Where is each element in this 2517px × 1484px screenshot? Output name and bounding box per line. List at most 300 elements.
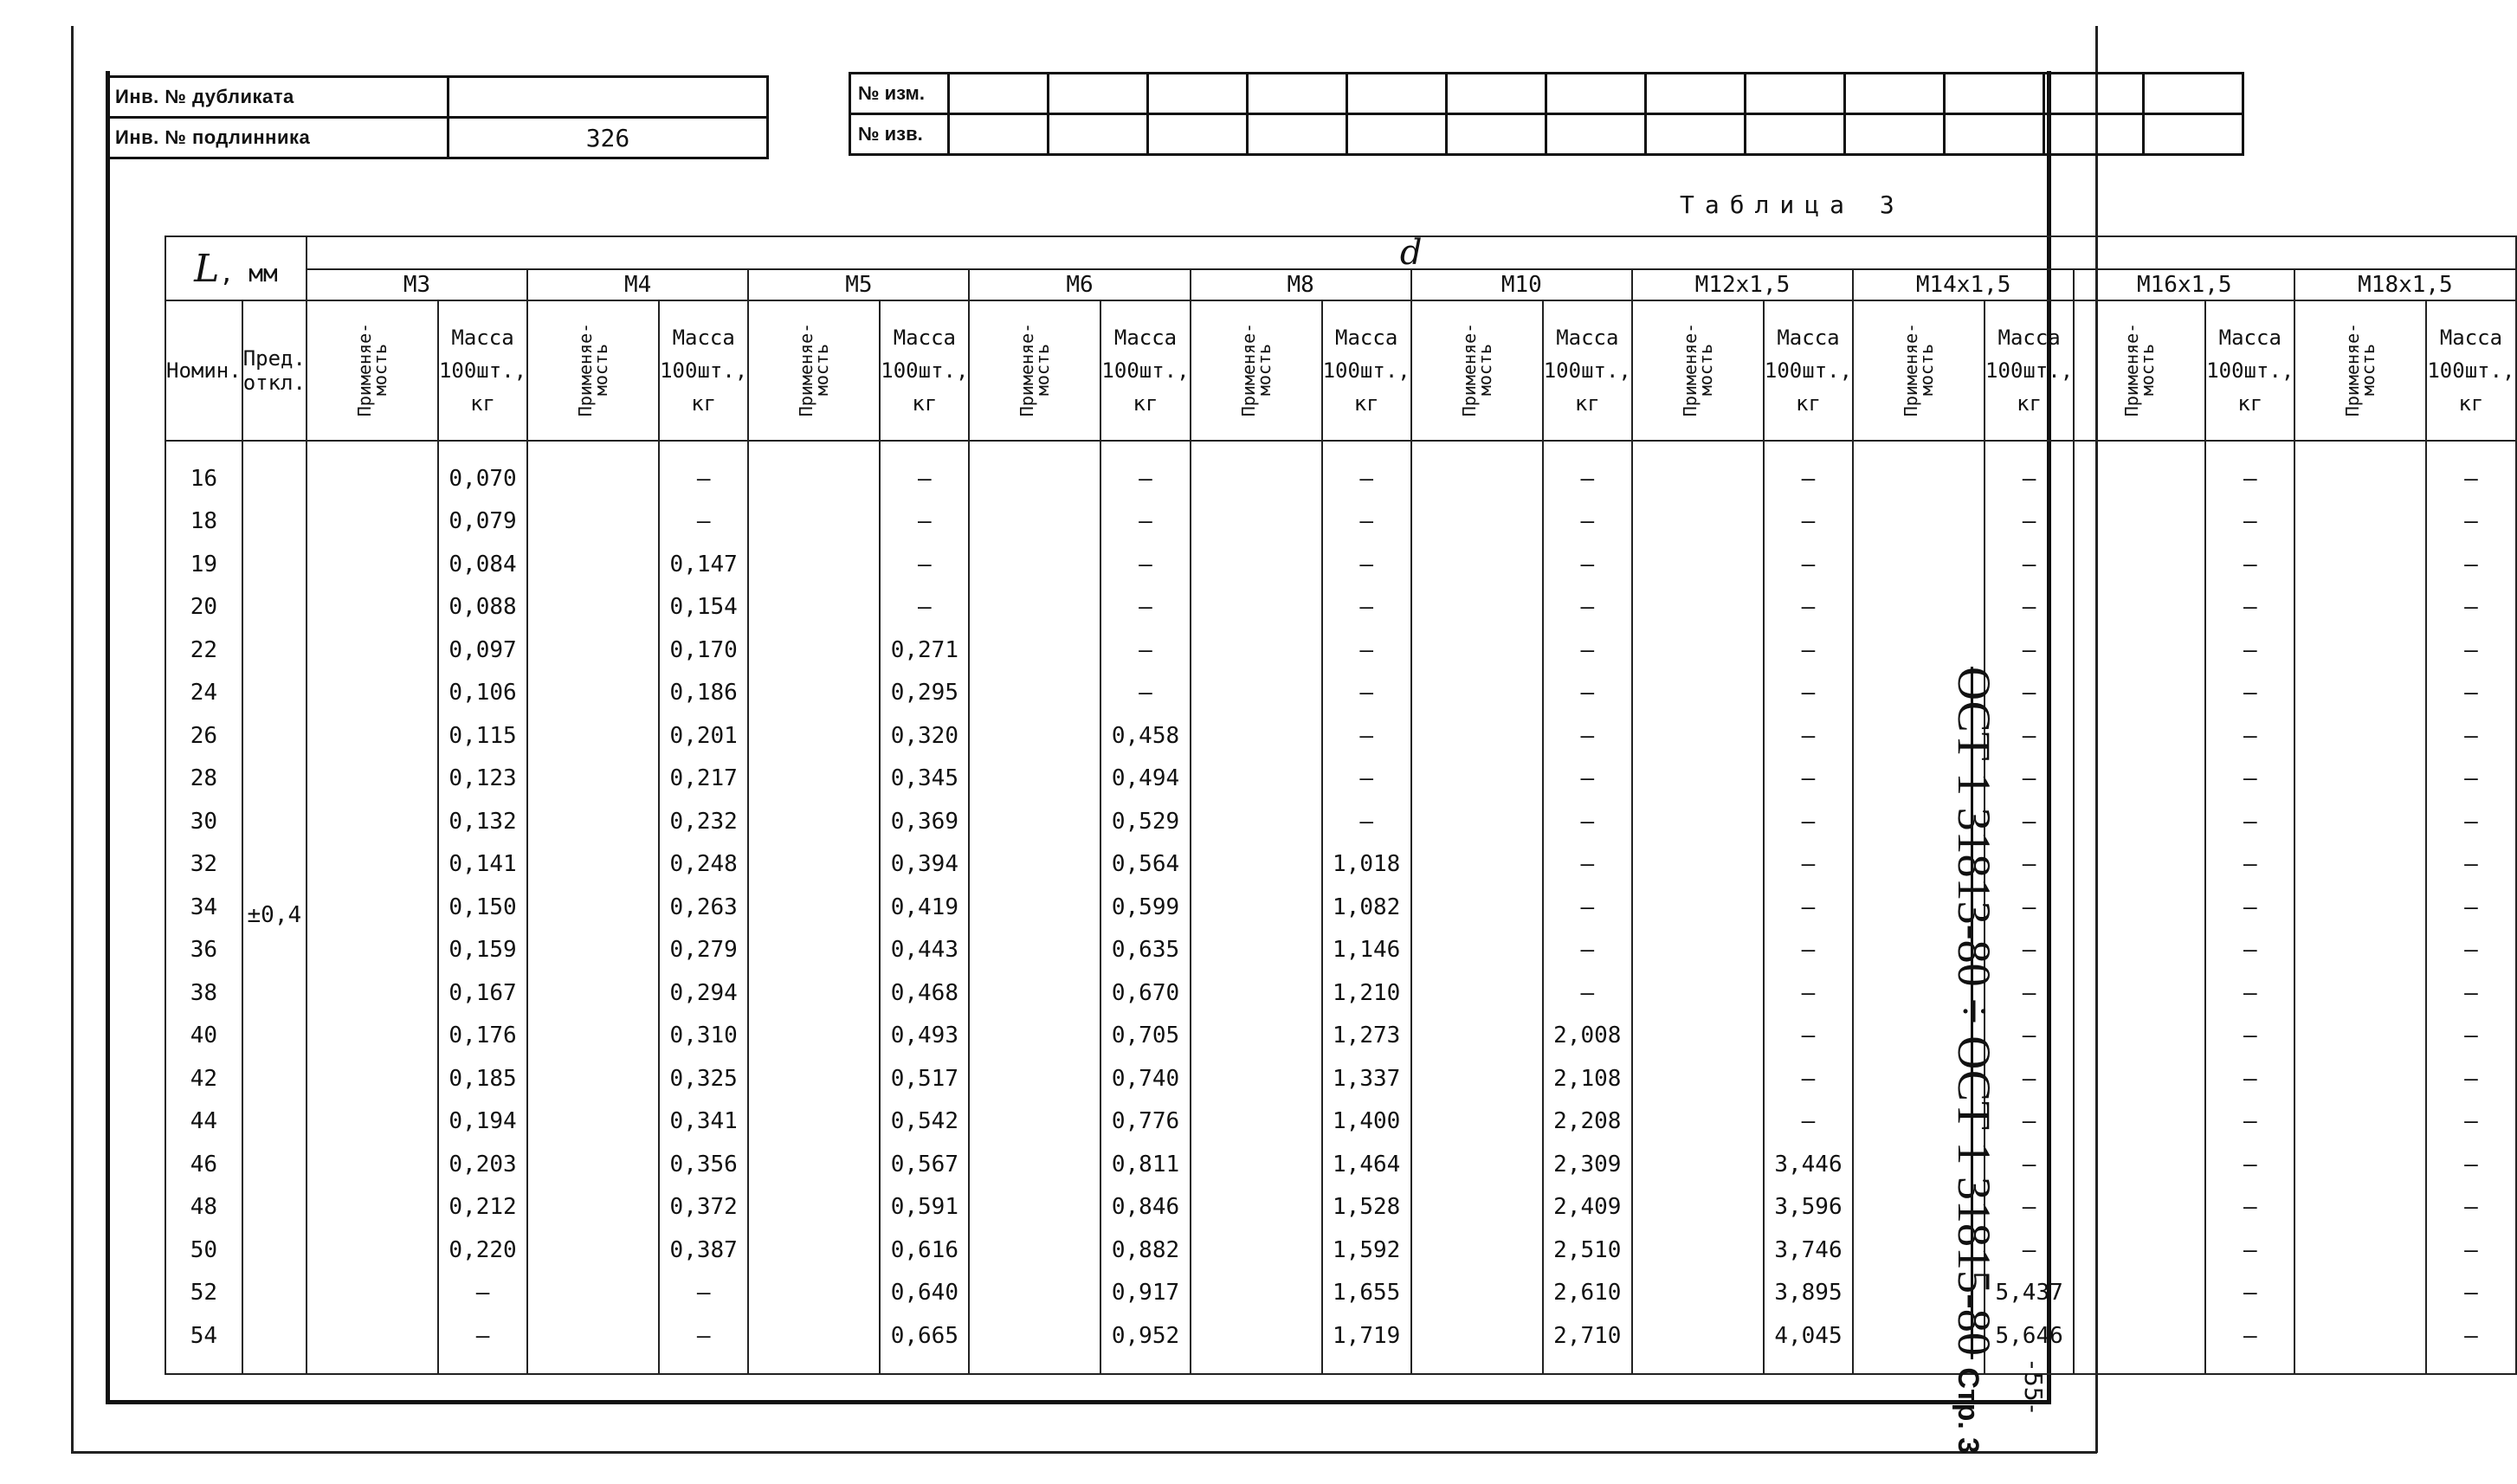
mass-cell: – xyxy=(1985,586,2074,629)
applicability-cell xyxy=(2074,886,2205,929)
applicability-cell xyxy=(1191,800,1322,843)
applicability-cell xyxy=(1411,971,1543,1015)
mass-cell: 3,895 xyxy=(1764,1272,1853,1315)
applicability-cell xyxy=(1632,543,1764,586)
mass-cell: – xyxy=(2205,1057,2294,1100)
applicability-cell xyxy=(2294,1186,2426,1229)
mass-cell: – xyxy=(2205,672,2294,715)
mass-cell: – xyxy=(1322,714,1411,758)
mass-cell: 0,132 xyxy=(438,800,527,843)
mass-header xyxy=(2205,300,2294,441)
applicability-cell xyxy=(748,1057,880,1100)
applicability-cell xyxy=(2074,586,2205,629)
mass-cell: 0,443 xyxy=(880,929,969,972)
change-number-label: № изм. xyxy=(850,74,949,114)
table-row xyxy=(165,672,2516,715)
mass-cell: – xyxy=(1764,1057,1853,1100)
mass-cell: – xyxy=(659,441,748,500)
length-header xyxy=(165,236,307,300)
mass-cell: 0,372 xyxy=(659,1186,748,1229)
applicability-cell xyxy=(969,1272,1100,1315)
applicability-cell xyxy=(1191,672,1322,715)
mass-cell: – xyxy=(1985,629,2074,672)
mass-qty-label: 100шт., xyxy=(2206,358,2294,383)
mass-cell: – xyxy=(1985,1186,2074,1229)
applicability-cell xyxy=(748,629,880,672)
applicability-cell xyxy=(527,714,659,758)
mass-cell: 0,154 xyxy=(659,586,748,629)
mass-cell: 1,528 xyxy=(1322,1186,1411,1229)
mass-qty-label: 100шт., xyxy=(2427,358,2515,383)
applicability-cell xyxy=(2294,543,2426,586)
applicability-cell xyxy=(1632,758,1764,801)
table-row xyxy=(165,843,2516,887)
mass-cell: – xyxy=(2426,1272,2515,1315)
applicability-cell xyxy=(307,441,438,500)
applicability-cell xyxy=(2074,800,2205,843)
nominal-length-cell: 26 xyxy=(165,714,242,758)
mass-cell: – xyxy=(1985,1057,2074,1100)
original-inventory-value: 326 xyxy=(449,118,768,158)
mass-cell: 0,670 xyxy=(1100,971,1190,1015)
applicability-cell xyxy=(2294,672,2426,715)
applicability-cell xyxy=(969,1143,1100,1186)
mass-cell: 0,640 xyxy=(880,1272,969,1315)
table-row xyxy=(165,1229,2516,1272)
applicability-cell xyxy=(1632,1272,1764,1315)
applicability-cell xyxy=(748,714,880,758)
applicability-cell xyxy=(307,1229,438,1272)
mass-qty-label: 100шт., xyxy=(1764,358,1853,383)
mass-cell: 2,208 xyxy=(1543,1100,1632,1144)
mass-cell: 0,176 xyxy=(438,1015,527,1058)
mass-cell: – xyxy=(2205,1143,2294,1186)
mass-cell: – xyxy=(880,543,969,586)
mass-cell: 0,740 xyxy=(1100,1057,1190,1100)
mass-cell: 0,846 xyxy=(1100,1186,1190,1229)
applicability-cell xyxy=(748,1015,880,1058)
thread-size-header: М10 xyxy=(1411,269,1632,300)
mass-cell: 1,400 xyxy=(1322,1100,1411,1144)
mass-cell: – xyxy=(1543,929,1632,972)
nominal-length-cell: 19 xyxy=(165,543,242,586)
mass-cell: – xyxy=(1985,800,2074,843)
mass-cell: 0,542 xyxy=(880,1100,969,1144)
applicability-cell xyxy=(748,886,880,929)
applicability-cell xyxy=(307,543,438,586)
mass-cell: 2,610 xyxy=(1543,1272,1632,1315)
mass-cell: – xyxy=(2426,1186,2515,1229)
applicability-cell xyxy=(307,1143,438,1186)
applicability-cell xyxy=(748,758,880,801)
nominal-length-cell: 24 xyxy=(165,672,242,715)
mass-cell: – xyxy=(1985,500,2074,544)
sheet-number: Стр. 3 xyxy=(1952,1367,1985,1455)
applicability-cell xyxy=(1191,843,1322,887)
mass-cell: 2,710 xyxy=(1543,1314,1632,1374)
applicability-cell xyxy=(1191,1314,1322,1374)
mass-cell: – xyxy=(1985,886,2074,929)
mass-cell: – xyxy=(2426,758,2515,801)
applicability-header xyxy=(1411,300,1543,441)
page-left-rule xyxy=(71,26,74,1453)
mass-cell: 0,591 xyxy=(880,1186,969,1229)
mass-cell: 0,106 xyxy=(438,672,527,715)
applicability-cell xyxy=(2294,441,2426,500)
mass-cell: 1,655 xyxy=(1322,1272,1411,1315)
thread-size-header: М6 xyxy=(969,269,1190,300)
mass-cell: – xyxy=(2205,843,2294,887)
mass-cell: – xyxy=(2426,714,2515,758)
applicability-cell xyxy=(2294,1229,2426,1272)
applicability-cell xyxy=(307,586,438,629)
applicability-cell xyxy=(2074,1015,2205,1058)
applicability-cell xyxy=(1191,886,1322,929)
applicability-cell xyxy=(1411,441,1543,500)
document-designation xyxy=(1948,667,2004,1455)
mass-header xyxy=(1985,300,2074,441)
mass-cell: – xyxy=(2426,543,2515,586)
mass-label: Масса xyxy=(672,326,735,350)
mass-cell: 0,279 xyxy=(659,929,748,972)
applicability-cell xyxy=(2294,843,2426,887)
applicability-cell xyxy=(527,1015,659,1058)
mass-cell: – xyxy=(1543,586,1632,629)
applicability-cell xyxy=(969,500,1100,544)
applicability-cell xyxy=(1853,441,1985,500)
applicability-cell xyxy=(748,1186,880,1229)
mass-cell: – xyxy=(1543,758,1632,801)
mass-cell: – xyxy=(659,1314,748,1374)
mass-cell: – xyxy=(1322,500,1411,544)
applicability-cell xyxy=(1191,1186,1322,1229)
applicability-cell xyxy=(2074,441,2205,500)
mass-unit-label: кг xyxy=(2017,391,2043,416)
mass-cell: 0,616 xyxy=(880,1229,969,1272)
applicability-cell xyxy=(2074,758,2205,801)
nominal-length-cell: 52 xyxy=(165,1272,242,1315)
mass-cell: – xyxy=(1322,441,1411,500)
applicability-cell xyxy=(748,586,880,629)
mass-cell: 0,097 xyxy=(438,629,527,672)
nominal-length-cell: 32 xyxy=(165,843,242,887)
mass-cell: – xyxy=(1985,1100,2074,1144)
mass-label: Масса xyxy=(451,326,514,350)
mass-cell: – xyxy=(438,1314,527,1374)
nominal-length-cell: 28 xyxy=(165,758,242,801)
applicability-cell xyxy=(2074,1057,2205,1100)
table-row xyxy=(165,929,2516,972)
mass-cell: 0,141 xyxy=(438,843,527,887)
mass-cell: 2,409 xyxy=(1543,1186,1632,1229)
revision-cell xyxy=(2044,114,2144,155)
table-row xyxy=(165,500,2516,544)
applicability-cell xyxy=(527,586,659,629)
mass-cell: 0,705 xyxy=(1100,1015,1190,1058)
mass-cell: 0,494 xyxy=(1100,758,1190,801)
mass-cell: – xyxy=(1985,1229,2074,1272)
mass-cell: – xyxy=(1543,714,1632,758)
applicability-cell xyxy=(1632,1229,1764,1272)
applicability-cell xyxy=(748,672,880,715)
applicability-cell xyxy=(969,800,1100,843)
applicability-cell xyxy=(1411,1314,1543,1374)
mass-cell: 0,201 xyxy=(659,714,748,758)
applicability-cell xyxy=(307,758,438,801)
applicability-cell xyxy=(527,1100,659,1144)
mass-cell: – xyxy=(2205,758,2294,801)
mass-cell: – xyxy=(2205,586,2294,629)
applicability-cell xyxy=(748,1314,880,1374)
mass-cell: 0,635 xyxy=(1100,929,1190,972)
mass-label: Масса xyxy=(1997,326,2061,350)
applicability-cell xyxy=(2074,1100,2205,1144)
mass-cell: – xyxy=(1764,971,1853,1015)
mass-cell: 0,310 xyxy=(659,1015,748,1058)
applicability-cell xyxy=(748,929,880,972)
mass-cell: – xyxy=(1543,843,1632,887)
mass-cell: – xyxy=(1543,441,1632,500)
mass-cell: – xyxy=(1764,629,1853,672)
mass-cell: 4,045 xyxy=(1764,1314,1853,1374)
mass-cell: 0,776 xyxy=(1100,1100,1190,1144)
table-row xyxy=(165,886,2516,929)
mass-cell: – xyxy=(1764,886,1853,929)
table-row xyxy=(165,629,2516,672)
mass-cell: 1,337 xyxy=(1322,1057,1411,1100)
mass-cell: 0,341 xyxy=(659,1100,748,1144)
applicability-cell xyxy=(1632,441,1764,500)
applicability-cell xyxy=(2294,800,2426,843)
mass-cell: 3,596 xyxy=(1764,1186,1853,1229)
applicability-cell xyxy=(2074,672,2205,715)
mass-cell: – xyxy=(1100,629,1190,672)
mass-cell: 0,493 xyxy=(880,1015,969,1058)
mass-cell: – xyxy=(2205,543,2294,586)
applicability-cell xyxy=(2074,714,2205,758)
applicability-cell xyxy=(307,843,438,887)
mass-cell: – xyxy=(1100,543,1190,586)
applicability-cell xyxy=(1411,800,1543,843)
revision-cell xyxy=(2144,74,2243,114)
applicability-cell xyxy=(2074,500,2205,544)
tolerance-cell: ±0,4 xyxy=(242,441,307,1374)
applicability-cell xyxy=(1632,929,1764,972)
length-symbol: L xyxy=(194,246,220,291)
mass-cell: 0,115 xyxy=(438,714,527,758)
mass-cell: 5,437 xyxy=(1985,1272,2074,1315)
mass-cell: 0,220 xyxy=(438,1229,527,1272)
table-row xyxy=(165,758,2516,801)
length-unit: , мм xyxy=(219,258,278,287)
mass-unit-label: кг xyxy=(691,391,717,416)
applicability-cell xyxy=(307,672,438,715)
mass-cell: – xyxy=(1985,543,2074,586)
nominal-length-cell: 38 xyxy=(165,971,242,1015)
nominal-length-cell: 48 xyxy=(165,1186,242,1229)
mass-cell: – xyxy=(880,500,969,544)
mass-header xyxy=(880,300,969,441)
mass-label: Масса xyxy=(893,326,956,350)
original-inventory-label: Инв. № подлинника xyxy=(107,118,449,158)
mass-cell: 0,952 xyxy=(1100,1314,1190,1374)
applicability-header xyxy=(2294,300,2426,441)
applicability-cell xyxy=(969,886,1100,929)
applicability-cell xyxy=(1853,543,1985,586)
mass-cell: 0,271 xyxy=(880,629,969,672)
mass-header xyxy=(659,300,748,441)
mass-cell: – xyxy=(1985,971,2074,1015)
mass-cell: 0,186 xyxy=(659,672,748,715)
applicability-cell xyxy=(969,441,1100,500)
applicability-cell xyxy=(2294,714,2426,758)
applicability-cell xyxy=(1632,1015,1764,1058)
mass-qty-label: 100шт., xyxy=(881,358,969,383)
nominal-length-cell: 46 xyxy=(165,1143,242,1186)
mass-cell: 2,309 xyxy=(1543,1143,1632,1186)
applicability-cell xyxy=(1632,800,1764,843)
nominal-length-cell: 16 xyxy=(165,441,242,500)
mass-cell: 2,108 xyxy=(1543,1057,1632,1100)
mass-cell: – xyxy=(1764,543,1853,586)
applicability-cell xyxy=(307,629,438,672)
mass-cell: – xyxy=(2426,886,2515,929)
mass-qty-label: 100шт., xyxy=(1101,358,1190,383)
applicability-cell xyxy=(527,441,659,500)
table-row xyxy=(165,441,2516,500)
applicability-cell xyxy=(1411,1100,1543,1144)
applicability-cell xyxy=(1411,1272,1543,1315)
applicability-cell xyxy=(748,971,880,1015)
applicability-header xyxy=(748,300,880,441)
nominal-length-cell: 44 xyxy=(165,1100,242,1144)
mass-cell: – xyxy=(2205,1272,2294,1315)
applicability-cell xyxy=(1632,886,1764,929)
applicability-cell xyxy=(1191,971,1322,1015)
applicability-cell xyxy=(1411,1015,1543,1058)
mass-cell: – xyxy=(1100,441,1190,500)
table-row xyxy=(165,1015,2516,1058)
applicability-cell xyxy=(307,971,438,1015)
thread-size-header: М4 xyxy=(527,269,748,300)
applicability-cell xyxy=(1411,714,1543,758)
mass-cell: 0,070 xyxy=(438,441,527,500)
applicability-cell xyxy=(307,886,438,929)
mass-header xyxy=(1764,300,1853,441)
mass-cell: – xyxy=(1543,971,1632,1015)
applicability-cell xyxy=(307,1272,438,1315)
mass-cell: – xyxy=(1543,500,1632,544)
applicability-cell xyxy=(1632,971,1764,1015)
nominal-length-cell: 42 xyxy=(165,1057,242,1100)
applicability-cell xyxy=(2294,1015,2426,1058)
mass-cell: – xyxy=(1764,500,1853,544)
applicability-cell xyxy=(1191,1015,1322,1058)
applicability-cell xyxy=(2074,1314,2205,1374)
mass-cell: – xyxy=(1985,1015,2074,1058)
applicability-cell xyxy=(2294,886,2426,929)
mass-cell: 1,592 xyxy=(1322,1229,1411,1272)
applicability-cell xyxy=(1411,1057,1543,1100)
mass-table xyxy=(165,233,2517,1375)
revision-cell xyxy=(2144,114,2243,155)
thread-size-header: М14х1,5 xyxy=(1853,269,2074,300)
applicability-cell xyxy=(1411,1229,1543,1272)
applicability-cell xyxy=(2074,1272,2205,1315)
applicability-header xyxy=(2074,300,2205,441)
nominal-length-cell: 50 xyxy=(165,1229,242,1272)
standard-range: ОСТ 1 31813-80 ÷ ОСТ 1 31815-80 xyxy=(1948,667,2000,1356)
mass-cell: – xyxy=(1543,629,1632,672)
mass-cell: – xyxy=(2426,971,2515,1015)
mass-cell: – xyxy=(2426,1100,2515,1144)
applicability-cell xyxy=(307,1057,438,1100)
mass-cell: 0,079 xyxy=(438,500,527,544)
mass-qty-label: 100шт., xyxy=(660,358,748,383)
applicability-cell xyxy=(1191,714,1322,758)
applicability-cell xyxy=(969,586,1100,629)
applicability-cell xyxy=(2294,971,2426,1015)
applicability-label: Применяе- мость xyxy=(353,322,390,417)
notice-number-label: № изв. xyxy=(850,114,949,155)
table-caption: Таблица 3 xyxy=(1680,190,1905,219)
applicability-cell xyxy=(969,1015,1100,1058)
thread-size-header: М18х1,5 xyxy=(2294,269,2515,300)
applicability-cell xyxy=(969,714,1100,758)
applicability-cell xyxy=(1411,629,1543,672)
applicability-cell xyxy=(307,929,438,972)
mass-cell: – xyxy=(2426,800,2515,843)
applicability-cell xyxy=(748,843,880,887)
mass-cell: 1,018 xyxy=(1322,843,1411,887)
applicability-cell xyxy=(2294,1272,2426,1315)
applicability-cell xyxy=(2294,1143,2426,1186)
mass-cell: 0,564 xyxy=(1100,843,1190,887)
mass-cell: – xyxy=(2426,929,2515,972)
applicability-cell xyxy=(1411,758,1543,801)
table-row xyxy=(165,1314,2516,1374)
mass-cell: – xyxy=(2205,629,2294,672)
applicability-cell xyxy=(527,758,659,801)
diameter-header: d xyxy=(307,236,2516,269)
applicability-cell xyxy=(2074,629,2205,672)
mass-cell: – xyxy=(2426,500,2515,544)
mass-cell: 0,295 xyxy=(880,672,969,715)
mass-cell: – xyxy=(1764,843,1853,887)
applicability-cell xyxy=(2294,929,2426,972)
mass-cell: – xyxy=(1543,800,1632,843)
applicability-cell xyxy=(307,714,438,758)
mass-label: Масса xyxy=(1335,326,1398,350)
applicability-cell xyxy=(1191,1057,1322,1100)
applicability-label: Применяе- мость xyxy=(2121,322,2159,417)
applicability-label: Применяе- мость xyxy=(575,322,612,417)
mass-cell: – xyxy=(2426,1229,2515,1272)
mass-cell: – xyxy=(1985,758,2074,801)
applicability-header xyxy=(307,300,438,441)
applicability-label: Применяе- мость xyxy=(796,322,833,417)
applicability-cell xyxy=(1853,629,1985,672)
applicability-cell xyxy=(1632,1057,1764,1100)
applicability-cell xyxy=(1632,500,1764,544)
mass-cell: – xyxy=(2426,441,2515,500)
applicability-cell xyxy=(2074,971,2205,1015)
mass-cell: 0,185 xyxy=(438,1057,527,1100)
mass-cell: 0,599 xyxy=(1100,886,1190,929)
mass-cell: 0,159 xyxy=(438,929,527,972)
table-row xyxy=(165,1143,2516,1186)
mass-cell: – xyxy=(2426,1143,2515,1186)
